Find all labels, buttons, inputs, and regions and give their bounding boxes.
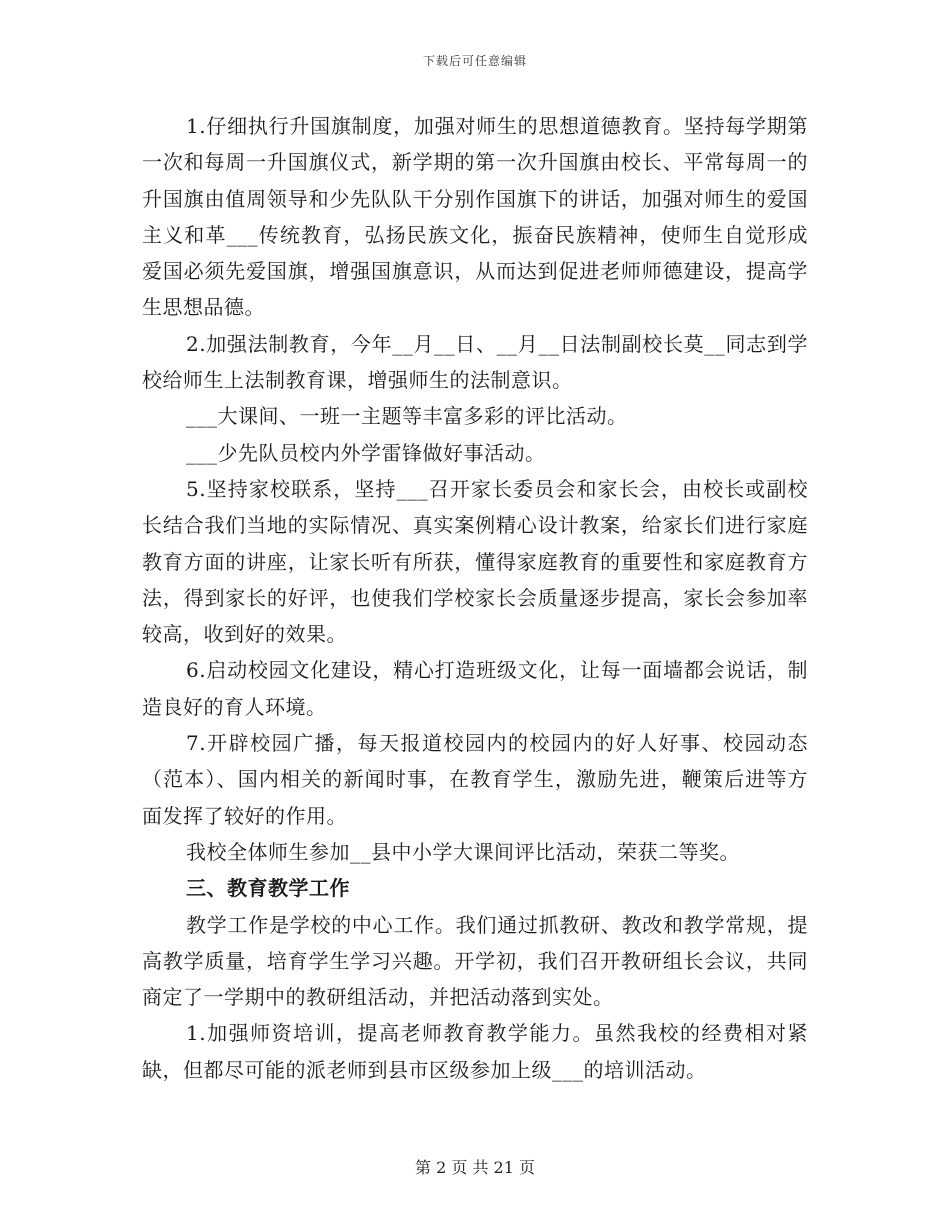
paragraph-flag-raising: 1.仔细执行升国旗制度，加强对师生的思想道德教育。坚持每学期第一次和每周一升国旗仪式，新学期的第一次升国旗由校长、平常每周一的升国旗由值周领导和少先队队干分别作国旗下的讲话，加强对师生的爱国主义和革___传统教育，弘扬民族文化，振奋民族精神，使师生自觉形成爱国必须先爱国旗，增强国旗意识，从而达到促进老师师德建设，提高学生思想品德。	[142, 114, 808, 320]
page-header: 下载后可任意编辑	[422, 54, 527, 68]
paragraph-home-school: 5.坚持家校联系，坚持___召开家长委员会和家长会，由校长或副校长结合我们当地的实际情况、真实案例精心设计教案，给家长们进行家庭教育方面的讲座，让家长听有所获，懂得家庭教育的重要性和家庭教育方法，得到家长的好评，也使我们学校家长会质量逐步提高，家长会参加率较高，收到好的效果。	[142, 476, 808, 647]
paragraph-teacher-training: 1.加强师资培训，提高老师教育教学能力。虽然我校的经费相对紧缺，但都尽可能的派老师到县市区级参加上级___的培训活动。	[142, 1021, 808, 1082]
paragraph-campus-radio: 7.开辟校园广播，每天报道校园内的校园内的好人好事、校园动态（范本）、国内相关的新闻时事，在教育学生，激励先进，鞭策后进等方面发挥了较好的作用。	[142, 731, 808, 828]
paragraph-award: 我校全体师生参加__县中小学大课间评比活动，荣获二等奖。	[186, 839, 740, 864]
document-body	[142, 108, 808, 1088]
section-heading: 三、教育教学工作	[186, 876, 350, 901]
page-number: 第 2 页 共 21 页	[415, 1158, 535, 1177]
paragraph-lei-feng: ___少先队员校内外学雷锋做好事活动。	[186, 440, 546, 465]
paragraph-teaching-work: 教学工作是学校的中心工作。我们通过抓教研、教改和教学常规，提高教学质量，培育学生学习兴趣。开学初，我们召开教研组长会议，共同商定了一学期中的教研组活动，并把活动落到实处。	[142, 912, 808, 1010]
paragraph-big-recess: ___大课间、一班一主题等丰富多彩的评比活动。	[186, 404, 628, 429]
paragraph-campus-culture: 6.启动校园文化建设，精心打造班级文化，让每一面墙都会说话，制造良好的育人环境。	[142, 658, 808, 719]
paragraph-legal-education: 2.加强法制教育，今年__月__日、__月__日法制副校长莫__同志到学校给师生上法制教育课，增强师生的法制意识。	[142, 331, 808, 393]
